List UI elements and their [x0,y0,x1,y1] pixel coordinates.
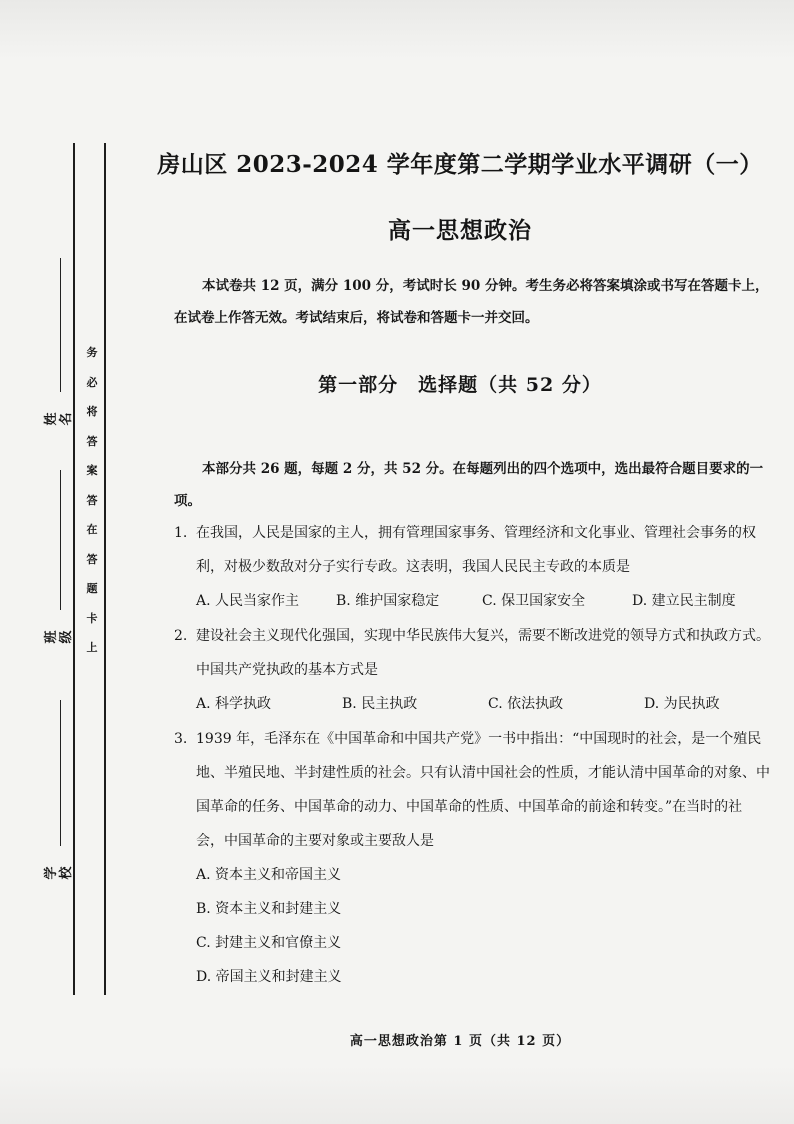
question-number: 3. [174,731,188,747]
school-blank-line [60,700,61,846]
school-label: 学校 [44,866,74,880]
option-a: A. 科学执政 [196,696,272,712]
binding-notice [85,338,99,663]
question-text: 1939 年，毛泽东在《中国革命和中国共产党》一书中指出：“中国现时的社会，是一个殖民地、半殖民地、半封建性质的社会。只有认清中国社会的性质，才能认清中国革命的对象、中国革命的任务、中国革命的动力、中国革命的性质、中国革命的前途和转变。”在当时的社会，中国革命的主要对象或主要敌人是 [196,731,770,849]
name-blank-line [60,258,61,392]
binding-char: 将 [86,405,98,418]
exam-notice [174,270,770,334]
binding-line-inner [104,143,106,995]
class-label: 班级 [44,630,74,644]
class-blank-line [60,470,61,610]
binding-char: 务 [86,346,98,359]
question-2 [174,619,770,721]
question-3 [174,722,770,994]
question-text: 建设社会主义现代化强国，实现中华民族伟大复兴，需要不断改进党的领导方式和执政方式。中国共产党执政的基本方式是 [196,628,770,678]
binding-char: 上 [86,641,98,654]
exam-title: 房山区 2023-2024 学年度第二学期学业水平调研（一） [157,151,763,178]
question-number: 2. [174,628,188,644]
binding-char: 卡 [86,611,98,625]
scan-shade-bottom [0,1064,794,1124]
question-stem [174,516,770,584]
binding-char: 答 [86,493,98,507]
question-text: 在我国，人民是国家的主人，拥有管理国家事务、管理经济和文化事业、管理社会事务的权利，对极少数敌对分子实行专政。这表明，我国人民民主专政的本质是 [196,525,756,575]
option-c: C. 依法执政 [488,696,564,712]
option-b: B. 资本主义和封建主义 [196,901,342,917]
option-a: A. 资本主义和帝国主义 [196,867,342,883]
binding-char: 答 [86,434,98,448]
part-title: 第一部分 选择题（共 52 分） [318,374,602,396]
part-instruction [174,453,770,517]
option-c: C. 封建主义和官僚主义 [196,935,342,951]
option-c: C. 保卫国家安全 [482,593,586,609]
binding-char: 答 [86,552,98,566]
binding-char: 必 [86,375,98,389]
option-b: B. 民主执政 [342,696,418,712]
question-stem [174,619,770,687]
question-number: 1. [174,525,188,541]
option-d: D. 为民执政 [644,696,720,712]
options-column [174,858,770,994]
binding-char: 案 [86,464,98,477]
name-label: 姓名 [44,412,74,426]
options-row [174,584,770,618]
option-d: D. 帝国主义和封建主义 [196,969,342,985]
option-a: A. 人民当家作主 [196,593,300,609]
scan-shade-top [0,0,794,60]
option-b: B. 维护国家稳定 [336,593,440,609]
option-d: D. 建立民主制度 [632,593,736,609]
options-row [174,687,770,721]
page-footer: 高一思想政治第 1 页（共 12 页） [349,1034,571,1049]
binding-char: 在 [86,523,98,536]
binding-char: 题 [86,582,98,595]
question-1 [174,516,770,618]
instruction-text: 本部分共 26 题，每题 2 分，共 52 分。在每题列出的四个选项中，选出最符合题目要求的一项。 [174,461,764,509]
exam-subject: 高一思想政治 [388,217,532,244]
notice-text: 本试卷共 12 页，满分 100 分，考试时长 90 分钟。考生务必将答案填涂或书写在答题卡上，在试卷上作答无效。考试结束后，将试卷和答题卡一并交回。 [174,278,769,326]
question-stem [174,722,770,858]
